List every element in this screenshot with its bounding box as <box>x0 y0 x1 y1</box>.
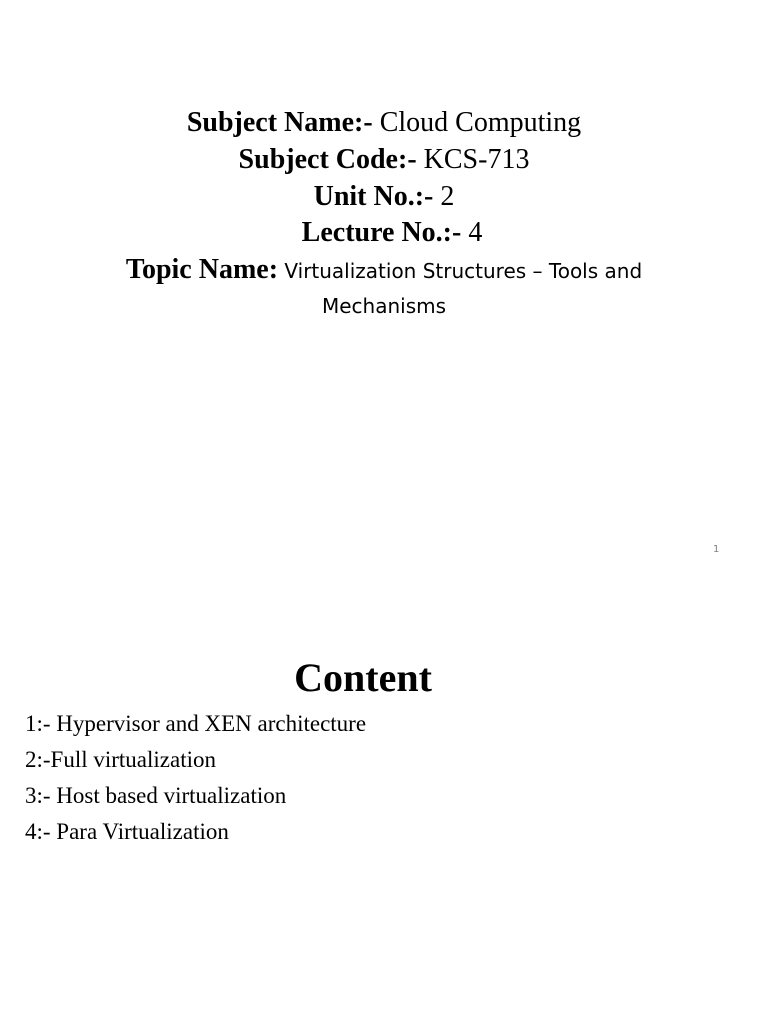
content-heading: Content <box>294 655 432 700</box>
content-list <box>25 706 366 850</box>
unit-no-line <box>0 180 768 214</box>
subject-code-line <box>0 143 768 177</box>
content-list-item: 2:-Full virtualization <box>25 747 216 772</box>
lecture-no-separator: .:- <box>435 217 462 248</box>
subject-name-value: Cloud Computing <box>372 107 582 138</box>
topic-name-line <box>0 254 768 286</box>
subject-code-value: KCS-713 <box>416 144 530 175</box>
unit-no-label: Unit No <box>313 181 408 212</box>
lecture-no-value: 4 <box>461 217 483 248</box>
subject-name-label: Subject Name <box>186 107 355 138</box>
subject-code-separator: :- <box>398 144 417 175</box>
lecture-no-label: Lecture No <box>301 217 436 248</box>
subject-name-line <box>0 106 768 140</box>
topic-name-label: Topic Name: <box>125 254 279 285</box>
lecture-no-line <box>8 216 768 250</box>
unit-no-separator: .:- <box>407 181 434 212</box>
topic-name-value: Virtualization Structures – Tools and <box>278 259 643 283</box>
content-list-item: 1:- Hypervisor and XEN architecture <box>25 711 367 736</box>
content-list-item: 3:- Host based virtualization <box>25 783 287 808</box>
subject-code-label: Subject Code <box>238 144 398 175</box>
content-list-item: 4:- Para Virtualization <box>25 819 229 844</box>
topic-name-value-continued: Mechanisms <box>321 294 447 318</box>
page-number: 1 <box>713 544 720 555</box>
content-slide <box>0 590 768 1024</box>
unit-no-value: 2 <box>433 181 455 212</box>
subject-name-separator: :- <box>354 107 373 138</box>
